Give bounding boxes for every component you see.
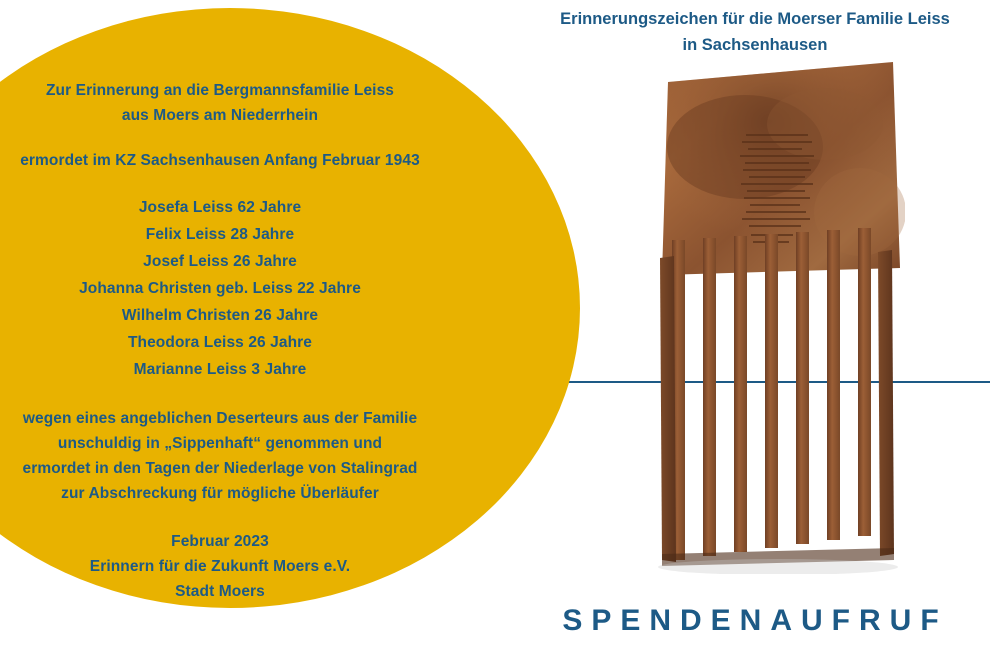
title-line-1: Erinnerungszeichen für die Moerser Familie Leiss [560,10,950,28]
memorial-intro [0,78,550,128]
right-panel-title [520,6,990,59]
memorial-signature [0,529,550,604]
spendenaufruf-heading: SPENDENAUFRUF [562,604,948,637]
reason-line-4: zur Abschreckung für mögliche Überläufer [61,485,379,503]
title-line-2: in Sachsenhausen [682,36,828,55]
memorial-reason [0,406,550,506]
signature-organisation: Erinnern für die Zukunft Moers e.V. [89,557,351,575]
victim-name: Josefa Leiss 62 Jahre [138,199,302,217]
victim-name: Josef Leiss 26 Jahre [143,253,297,271]
victim-name: Theodora Leiss 26 Jahre [127,334,313,352]
memorial-text-block [0,78,550,604]
reason-line-1: wegen eines angeblichen Deserteurs aus der Familie [22,410,418,428]
signature-date: Februar 2023 [171,532,269,550]
murdered-line: ermordet im KZ Sachsenhausen Anfang Februar 1943 [20,152,420,170]
victim-name: Marianne Leiss 3 Jahre [133,361,307,379]
victim-list [0,195,550,384]
intro-line-1: Zur Erinnerung an die Bergmannsfamilie Leiss [45,82,395,99]
victim-name: Johanna Christen geb. Leiss 22 Jahre [79,280,361,298]
reason-line-3: ermordet in den Tagen der Niederlage von Stalingrad [22,460,418,478]
signature-city: Stadt Moers [175,582,265,600]
victim-name: Felix Leiss 28 Jahre [145,226,295,244]
reason-line-2: unschuldig in „Sippenhaft“ genommen und [57,435,383,453]
monument-illustration [650,62,905,574]
victim-name: Wilhelm Christen 26 Jahre [121,307,319,325]
intro-line-2: aus Moers am Niederrhein [121,107,319,125]
